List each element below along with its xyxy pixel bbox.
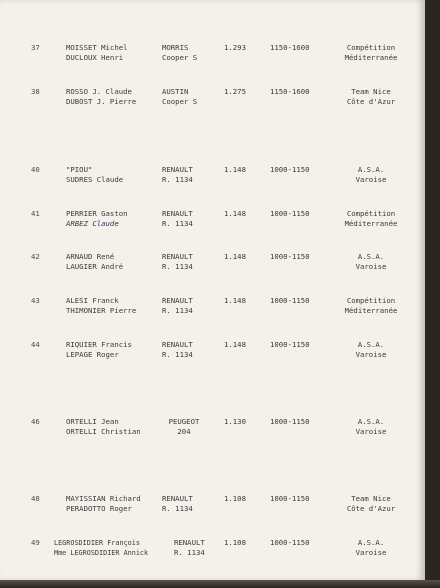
engine-cc: 1.293 [224,43,246,52]
entry-drivers [66,87,136,107]
team-line-1: A.S.A. [357,538,385,547]
driver-2-handwritten: ARBEZ Claude [66,219,119,228]
class-range: 1150-1600 [270,87,310,96]
driver-1: PERRIER Gaston [66,209,128,218]
entry-row [0,538,425,568]
class-range: 1000-1150 [270,417,310,426]
entry-number: 44 [31,340,40,349]
car-make: RENAULT [162,340,193,349]
driver-1: MOISSET Michel [66,43,128,52]
team-line-1: Compétition [346,209,396,218]
class-range: 1000-1150 [270,494,310,503]
entry-row [0,87,425,117]
entry-number: 37 [31,43,40,52]
driver-1: "PIOU" [66,165,93,174]
driver-1: MAYISSIAN Richard [66,494,141,503]
driver-2: SUDRES Claude [66,175,124,184]
car-model: Cooper S [162,97,198,106]
entry-drivers [54,538,148,558]
entry-team [330,538,412,558]
team-line-2: Méditerranée [344,306,398,315]
entry-number: 41 [31,209,40,218]
entry-number: 38 [31,87,40,96]
entry-car [162,209,193,229]
entry-row [0,43,425,73]
car-make: RENAULT [162,252,193,261]
entry-car [162,252,193,272]
team-line-2: Varoise [355,427,387,436]
entry-team [330,417,412,437]
car-model: Cooper S [162,53,198,62]
driver-1: ARNAUD René [66,252,115,261]
entry-number: 48 [31,494,40,503]
car-model: R. 1134 [162,504,193,513]
entry-number: 40 [31,165,40,174]
team-line-2: Varoise [355,548,387,557]
driver-2: DUBOST J. Pierre [66,97,137,106]
class-range: 1000-1150 [270,165,310,174]
team-line-2: Côte d'Azur [346,97,396,106]
entry-car [174,538,205,558]
entry-row [0,494,425,524]
engine-cc: 1.148 [224,296,246,305]
entry-car [162,165,193,185]
driver-1: ALESI Franck [66,296,119,305]
entry-team [330,87,412,107]
car-model: R. 1134 [162,262,193,271]
team-line-1: Compétition [346,43,396,52]
class-range: 1000-1150 [270,538,310,547]
car-model: R. 1134 [162,175,193,184]
entry-car [162,43,197,63]
entry-drivers [66,165,123,185]
entry-car [162,494,193,514]
entry-drivers [66,340,132,360]
entry-car [162,417,206,437]
car-model: R. 1134 [162,306,193,315]
car-make: RENAULT [162,165,193,174]
entry-drivers [66,417,141,437]
class-range: 1000-1150 [270,209,310,218]
entry-car [162,340,193,360]
entry-row [0,417,425,447]
entry-row [0,296,425,326]
engine-cc: 1.108 [224,538,246,547]
entry-drivers [66,494,141,514]
entry-row [0,209,425,239]
team-line-1: A.S.A. [357,417,385,426]
entry-number: 49 [31,538,40,547]
engine-cc: 1.275 [224,87,246,96]
driver-1: ORTELLI Jean [66,417,119,426]
team-line-2: Varoise [355,350,387,359]
team-line-2: Méditerranée [344,219,398,228]
team-line-1: A.S.A. [357,165,385,174]
team-line-1: Team Nice [351,494,391,503]
class-range: 1150-1600 [270,43,310,52]
car-make: RENAULT [162,296,193,305]
entry-car [162,296,193,316]
team-line-2: Varoise [355,262,387,271]
car-model: R. 1134 [174,548,205,557]
driver-1: LEGROSDIDIER François [54,539,140,547]
car-make: RENAULT [162,209,193,218]
car-make: MORRIS [162,43,189,52]
entry-drivers [66,252,123,272]
car-model: R. 1134 [162,219,193,228]
driver-2: ORTELLI Christian [66,427,141,436]
class-range: 1000-1150 [270,340,310,349]
entry-team [330,296,412,316]
driver-2: LEPAGE Roger [66,350,119,359]
entry-number: 46 [31,417,40,426]
car-make: RENAULT [162,494,193,503]
car-make: PEUGEOT [168,417,200,426]
car-make: AUSTIN [162,87,189,96]
entry-row [0,165,425,195]
team-line-1: A.S.A. [357,340,385,349]
team-line-1: Compétition [346,296,396,305]
entry-team [330,340,412,360]
engine-cc: 1.148 [224,165,246,174]
engine-cc: 1.148 [224,209,246,218]
driver-2: DUCLOUX Henri [66,53,124,62]
entry-row [0,340,425,370]
team-line-2: Méditerranée [344,53,398,62]
class-range: 1000-1150 [270,296,310,305]
entry-row [0,252,425,282]
entry-number: 43 [31,296,40,305]
engine-cc: 1.130 [224,417,246,426]
entry-number: 42 [31,252,40,261]
entry-team [330,252,412,272]
driver-1: ROSSO J. Claude [66,87,132,96]
entry-team [330,43,412,63]
team-line-1: A.S.A. [357,252,385,261]
car-model: R. 1134 [162,350,193,359]
team-line-2: Côte d'Azur [346,504,396,513]
entry-team [330,165,412,185]
entry-drivers [66,209,128,229]
team-line-2: Varoise [355,175,387,184]
entry-team [330,209,412,229]
driver-2: Mme LEGROSDIDIER Annick [54,549,149,557]
team-line-1: Team Nice [351,87,391,96]
driver-2: PERADOTTO Roger [66,504,132,513]
engine-cc: 1.148 [224,340,246,349]
car-model: 204 [177,427,191,436]
class-range: 1000-1150 [270,252,310,261]
entry-team [330,494,412,514]
engine-cc: 1.148 [224,252,246,261]
entry-car [162,87,197,107]
driver-1: RIQUIER Francis [66,340,132,349]
engine-cc: 1.108 [224,494,246,503]
car-make: RENAULT [174,538,205,547]
entry-drivers [66,296,136,316]
page-edge-shadow [0,580,440,588]
driver-2: THIMONIER Pierre [66,306,137,315]
driver-2: LAUGIER André [66,262,124,271]
entry-drivers [66,43,128,63]
